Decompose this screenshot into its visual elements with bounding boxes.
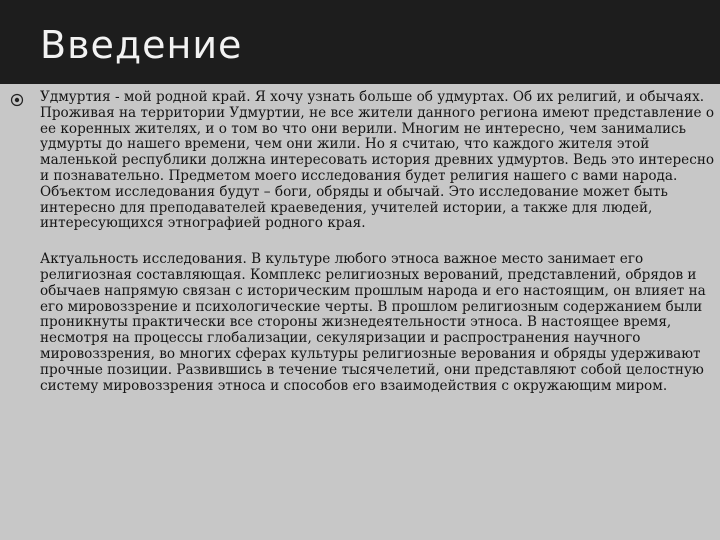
title-band	[0, 0, 720, 84]
slide-title: Введение	[40, 23, 243, 67]
relevance-paragraph: Актуальность исследования. В культуре любого этноса важное место занимает его религиозная составляющая. Комплекс религиозных верований, представлений, обрядов и обычаев напрямую связан с историческим прошлым народа и его настоящим, он влияет на его мировоззрение и психологические черты. В прошлом религиозным содержанием были проникнуты практически все стороны жизнедеятельности этноса. В настоящее время, несмотря на процессы глобализации, секуляризации и распространения научного мировоззрения, во многих сферах культуры религиозные верования и обряды удерживают прочные позиции. Развившись в течение тысячелетий, они представляют собой целостную систему мировоззрения этноса и способов его взаимодействия с окружающим миром.	[40, 251, 706, 394]
intro-paragraph: Удмуртия - мой родной край. Я хочу узнать больше об удмуртах. Об их религий, и обычаях. Проживая на территории Удмуртии, не все жители данного региона имеют представление о ее коренных жителях, и о том во что они верили. Многим не интересно, чем занимались удмурты до нашего времени, чем они жили. Но я считаю, что каждого жителя этой маленькой республики должна интересовать история древних удмуртов. Ведь это интересно и познавательно. Предметом моего исследования будет религия нашего с вами народа. Объектом исследования будут – боги, обряды и обычай. Это исследование может быть интересно для преподавателей краеведения, учителей истории, а также для людей, интересующихся этнографией родного края.	[40, 89, 715, 232]
target-bullet-icon	[10, 93, 24, 107]
slide-body	[40, 90, 716, 394]
